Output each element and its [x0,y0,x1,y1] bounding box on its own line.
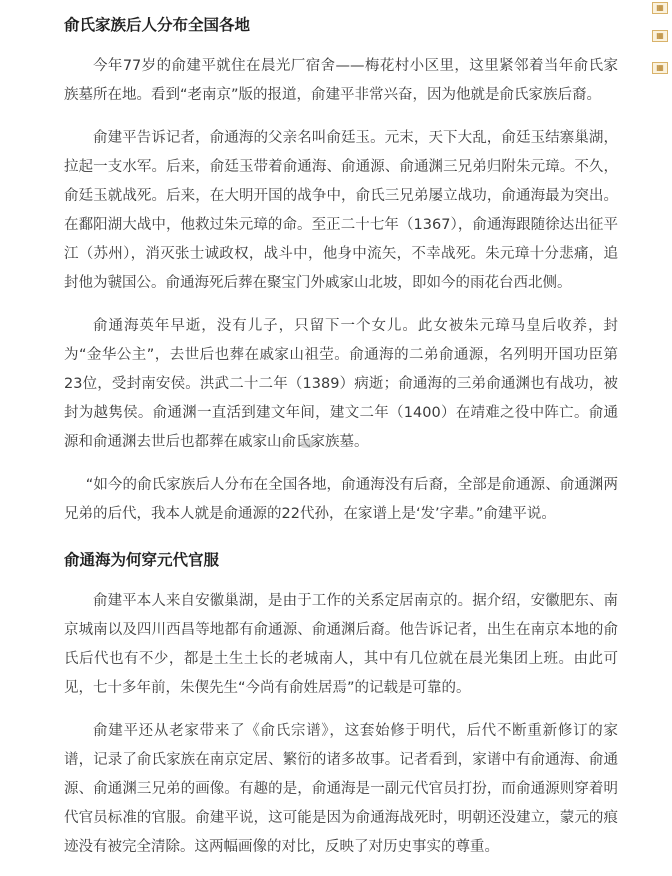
section-descendants [64,14,618,529]
section-yuan-robe [64,549,618,862]
article-quote-paragraph: “如今的俞氏家族后人分布在全国各地，俞通海没有后裔，全部是俞通源、俞通渊两兄弟的后代，我本人就是俞通源的22代孙，在家谱上是‘发’字辈。”俞建平说。 [64,477,618,522]
article-paragraph: 俞建平告诉记者，俞通海的父亲名叫俞廷玉。元末，天下大乱，俞廷玉结寨巢湖，拉起一支水军。后来，俞廷玉带着俞通海、俞通源、俞通渊三兄弟归附朱元璋。不久，俞廷玉就战死。后来，在大明开国的战争中，俞氏三兄弟屡立战功，俞通海最为突出。在鄱阳湖大战中，他救过朱元璋的命。至正二十七年（1367），俞通海跟随徐达出征平江（苏州），消灭张士诚政权，战斗中，他身中流矢，不幸战死。朱元璋十分悲痛，追封他为虢国公。俞通海死后葬在聚宝门外戚家山北坡，即如今的雨花台西北侧。 [64,130,618,291]
article-content [64,14,618,876]
watermark-mark [300,440,314,448]
section-heading: 俞氏家族后人分布全国各地 [64,16,251,34]
image-icon[interactable]: ▦ [652,30,668,42]
article-paragraph: 俞通海英年早逝，没有儿子，只留下一个女儿。此女被朱元璋马皇后收养，封为“金华公主”，去世后也葬在戚家山祖茔。俞通海的二弟俞通源，名列明开国功臣第23位，受封南安侯。洪武二十二年（1389）病逝；俞通海的三弟俞通渊也有战功，被封为越隽侯。俞通渊一直活到建文年间，建文二年（1400）在靖难之役中阵亡。俞通源和俞通渊去世后也都葬在戚家山俞氏家族墓。 [64,318,618,450]
image-icon[interactable]: ▦ [652,62,668,74]
right-rail [644,0,672,857]
article-paragraph: 今年77岁的俞建平就住在晨光厂宿舍——梅花村小区里，这里紧邻着当年俞氏家族墓所在地。看到“老南京”版的报道，俞建平非常兴奋，因为他就是俞氏家族后裔。 [64,58,618,103]
article-paragraph: 俞建平本人来自安徽巢湖，是由于工作的关系定居南京的。据介绍，安徽肥东、南京城南以及四川西昌等地都有俞通源、俞通渊后裔。他告诉记者，出生在南京本地的俞氏后代也有不少，都是土生土长的老城南人，其中有几位就在晨光集团上班。由此可见，七十多年前，朱偰先生“今尚有俞姓居焉”的记载是可靠的。 [64,593,618,696]
section-heading: 俞通海为何穿元代官服 [64,551,220,569]
image-icon[interactable]: ▦ [652,2,668,14]
article-paragraph: 俞建平还从老家带来了《俞氏宗谱》，这套始修于明代，后代不断重新修订的家谱，记录了俞氏家族在南京定居、繁衍的诸多故事。记者看到，家谱中有俞通海、俞通源、俞通渊三兄弟的画像。有趣的是，俞通海是一副元代官员打扮，而俞通源则穿着明代官员标准的官服。俞建平说，这可能是因为俞通海战死时，明朝还没建立，蒙元的痕迹没有被完全清除。这两幅画像的对比，反映了对历史事实的尊重。 [64,723,618,855]
